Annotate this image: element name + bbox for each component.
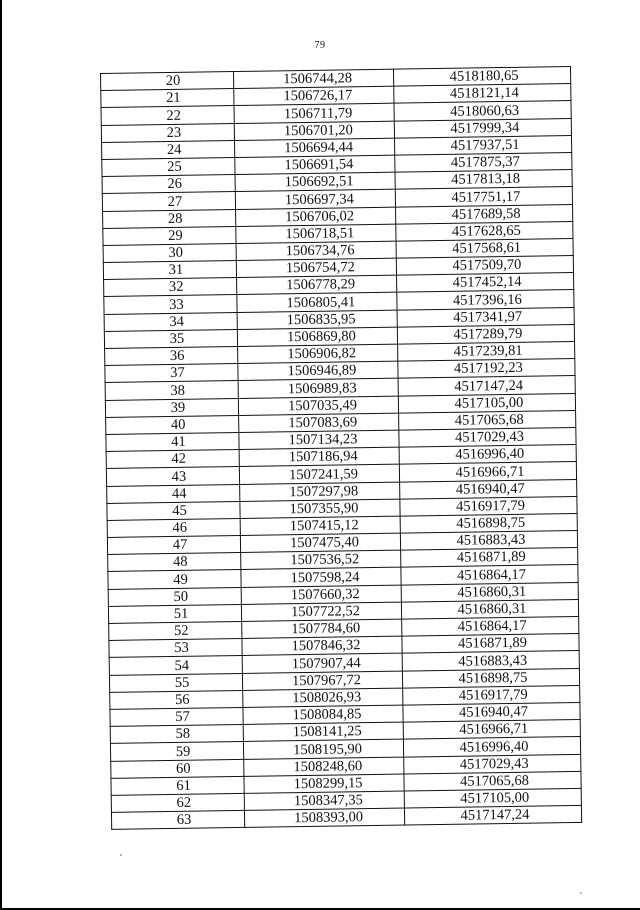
- y-coordinate-cell: 1508195,90: [243, 739, 403, 759]
- point-number-cell: 34: [104, 312, 237, 331]
- x-coordinate-cell: 4516860,31: [401, 582, 578, 602]
- point-number-cell: 63: [111, 811, 244, 830]
- y-coordinate-cell: 1507186,94: [239, 447, 399, 467]
- x-coordinate-cell: 4516871,89: [402, 634, 579, 654]
- x-coordinate-cell: 4516871,89: [401, 548, 578, 568]
- y-coordinate-cell: 1507035,49: [238, 396, 398, 416]
- y-coordinate-cell: 1507598,24: [241, 568, 401, 588]
- x-coordinate-cell: 4518121,14: [394, 84, 571, 104]
- y-coordinate-cell: 1506726,17: [234, 86, 394, 106]
- point-number-cell: 23: [101, 123, 234, 142]
- x-coordinate-cell: 4516996,40: [399, 445, 576, 465]
- point-number-cell: 33: [104, 295, 237, 314]
- y-coordinate-cell: 1506835,95: [237, 310, 397, 330]
- point-number-cell: 37: [105, 364, 238, 383]
- x-coordinate-cell: 4516917,79: [400, 496, 577, 516]
- x-coordinate-cell: 4516883,43: [400, 531, 577, 551]
- point-number-cell: 59: [110, 742, 243, 761]
- y-coordinate-cell: 1506869,80: [237, 327, 397, 347]
- y-coordinate-cell: 1508347,35: [244, 791, 404, 811]
- x-coordinate-cell: 4517239,81: [398, 341, 575, 361]
- y-coordinate-cell: 1506706,02: [236, 207, 396, 227]
- y-coordinate-cell: 1506692,51: [235, 172, 395, 192]
- point-number-cell: 61: [111, 776, 244, 795]
- x-coordinate-cell: 4517937,51: [394, 135, 571, 155]
- point-number-cell: 52: [109, 621, 242, 640]
- point-number-cell: 49: [108, 570, 241, 589]
- point-number-cell: 24: [102, 140, 235, 159]
- point-number-cell: 29: [103, 226, 236, 245]
- y-coordinate-cell: 1507355,90: [240, 499, 400, 519]
- x-coordinate-cell: 4516864,17: [401, 565, 578, 585]
- y-coordinate-cell: 1506694,44: [235, 138, 395, 158]
- point-number-cell: 21: [101, 89, 234, 108]
- scan-edge-left: [0, 0, 2, 910]
- x-coordinate-cell: 4517065,68: [404, 771, 581, 791]
- y-coordinate-cell: 1507784,60: [242, 619, 402, 639]
- x-coordinate-cell: 4517689,58: [396, 204, 573, 224]
- y-coordinate-cell: 1506989,83: [238, 378, 398, 398]
- scan-speck: [580, 892, 582, 894]
- point-number-cell: 25: [102, 157, 235, 176]
- point-number-cell: 27: [102, 192, 235, 211]
- y-coordinate-cell: 1507907,44: [242, 653, 402, 673]
- y-coordinate-cell: 1507967,72: [242, 671, 402, 691]
- x-coordinate-cell: 4516883,43: [402, 651, 579, 671]
- point-number-cell: 32: [104, 278, 237, 297]
- y-coordinate-cell: 1507134,23: [239, 430, 399, 450]
- x-coordinate-cell: 4516966,71: [403, 720, 580, 740]
- point-number-cell: 56: [110, 690, 243, 709]
- point-number-cell: 20: [101, 72, 234, 91]
- point-number-cell: 22: [101, 106, 234, 125]
- x-coordinate-cell: 4517452,14: [397, 273, 574, 293]
- x-coordinate-cell: 4517105,00: [398, 393, 575, 413]
- y-coordinate-cell: 1506744,28: [233, 69, 393, 89]
- x-coordinate-cell: 4517192,23: [398, 359, 575, 379]
- y-coordinate-cell: 1506805,41: [237, 293, 397, 313]
- point-number-cell: 43: [106, 467, 239, 486]
- x-coordinate-cell: 4517147,24: [404, 806, 581, 826]
- point-number-cell: 45: [107, 501, 240, 520]
- x-coordinate-cell: 4517341,97: [397, 307, 574, 327]
- x-coordinate-cell: 4517628,65: [396, 221, 573, 241]
- x-coordinate-cell: 4518060,63: [394, 101, 571, 121]
- point-number-cell: 57: [110, 707, 243, 726]
- point-number-cell: 40: [106, 415, 239, 434]
- point-number-cell: 54: [109, 656, 242, 675]
- y-coordinate-cell: 1506906,82: [238, 344, 398, 364]
- x-coordinate-cell: 4516917,79: [403, 685, 580, 705]
- y-coordinate-cell: 1507415,12: [240, 516, 400, 536]
- point-number-cell: 46: [107, 518, 240, 537]
- x-coordinate-cell: 4516898,75: [402, 668, 579, 688]
- point-number-cell: 39: [105, 398, 238, 417]
- y-coordinate-cell: 1506697,34: [235, 189, 395, 209]
- x-coordinate-cell: 4517029,43: [399, 427, 576, 447]
- coordinates-table: [100, 66, 582, 830]
- point-number-cell: 55: [109, 673, 242, 692]
- y-coordinate-cell: 1506691,54: [235, 155, 395, 175]
- point-number-cell: 44: [107, 484, 240, 503]
- point-number-cell: 62: [111, 793, 244, 812]
- y-coordinate-cell: 1507297,98: [240, 482, 400, 502]
- page-number: 79: [314, 40, 326, 51]
- point-number-cell: 53: [109, 639, 242, 658]
- x-coordinate-cell: 4517751,17: [395, 187, 572, 207]
- y-coordinate-cell: 1508299,15: [244, 774, 404, 794]
- point-number-cell: 48: [108, 553, 241, 572]
- point-number-cell: 51: [108, 604, 241, 623]
- x-coordinate-cell: 4517289,79: [397, 324, 574, 344]
- x-coordinate-cell: 4517568,61: [396, 238, 573, 258]
- y-coordinate-cell: 1507722,52: [241, 602, 401, 622]
- x-coordinate-cell: 4517065,68: [399, 410, 576, 430]
- y-coordinate-cell: 1506701,20: [234, 121, 394, 141]
- y-coordinate-cell: 1508141,25: [243, 722, 403, 742]
- x-coordinate-cell: 4516860,31: [401, 599, 578, 619]
- x-coordinate-cell: 4516996,40: [403, 737, 580, 757]
- x-coordinate-cell: 4516966,71: [399, 462, 576, 482]
- x-coordinate-cell: 4517813,18: [395, 170, 572, 190]
- x-coordinate-cell: 4516940,47: [400, 479, 577, 499]
- y-coordinate-cell: 1508084,85: [243, 705, 403, 725]
- y-coordinate-cell: 1507475,40: [240, 533, 400, 553]
- point-number-cell: 50: [108, 587, 241, 606]
- y-coordinate-cell: 1506778,29: [237, 275, 397, 295]
- coordinates-table-container: [100, 66, 583, 830]
- y-coordinate-cell: 1507536,52: [241, 550, 401, 570]
- point-number-cell: 42: [106, 450, 239, 469]
- y-coordinate-cell: 1508248,60: [244, 757, 404, 777]
- point-number-cell: 41: [106, 432, 239, 451]
- y-coordinate-cell: 1506718,51: [236, 224, 396, 244]
- x-coordinate-cell: 4516898,75: [400, 513, 577, 533]
- point-number-cell: 26: [102, 175, 235, 194]
- x-coordinate-cell: 4517509,70: [396, 256, 573, 276]
- point-number-cell: 28: [103, 209, 236, 228]
- point-number-cell: 38: [105, 381, 238, 400]
- y-coordinate-cell: 1507660,32: [241, 585, 401, 605]
- x-coordinate-cell: 4517396,16: [397, 290, 574, 310]
- y-coordinate-cell: 1508026,93: [243, 688, 403, 708]
- point-number-cell: 36: [105, 346, 238, 365]
- y-coordinate-cell: 1507083,69: [239, 413, 399, 433]
- point-number-cell: 47: [107, 536, 240, 555]
- point-number-cell: 30: [103, 243, 236, 262]
- point-number-cell: 60: [111, 759, 244, 778]
- y-coordinate-cell: 1507846,32: [242, 636, 402, 656]
- point-number-cell: 58: [110, 725, 243, 744]
- scan-speck: [120, 854, 122, 856]
- x-coordinate-cell: 4517875,37: [395, 152, 572, 172]
- y-coordinate-cell: 1507241,59: [239, 464, 399, 484]
- y-coordinate-cell: 1506711,79: [234, 104, 394, 124]
- coordinates-table-body: [101, 67, 582, 830]
- x-coordinate-cell: 4516864,17: [402, 616, 579, 636]
- x-coordinate-cell: 4516940,47: [403, 702, 580, 722]
- y-coordinate-cell: 1506754,72: [236, 258, 396, 278]
- y-coordinate-cell: 1506946,89: [238, 361, 398, 381]
- x-coordinate-cell: 4518180,65: [393, 67, 570, 87]
- x-coordinate-cell: 4517147,24: [398, 376, 575, 396]
- y-coordinate-cell: 1506734,76: [236, 241, 396, 261]
- x-coordinate-cell: 4517105,00: [404, 788, 581, 808]
- point-number-cell: 35: [104, 329, 237, 348]
- y-coordinate-cell: 1508393,00: [244, 808, 404, 828]
- point-number-cell: 31: [103, 261, 236, 280]
- x-coordinate-cell: 4517029,43: [404, 754, 581, 774]
- x-coordinate-cell: 4517999,34: [394, 118, 571, 138]
